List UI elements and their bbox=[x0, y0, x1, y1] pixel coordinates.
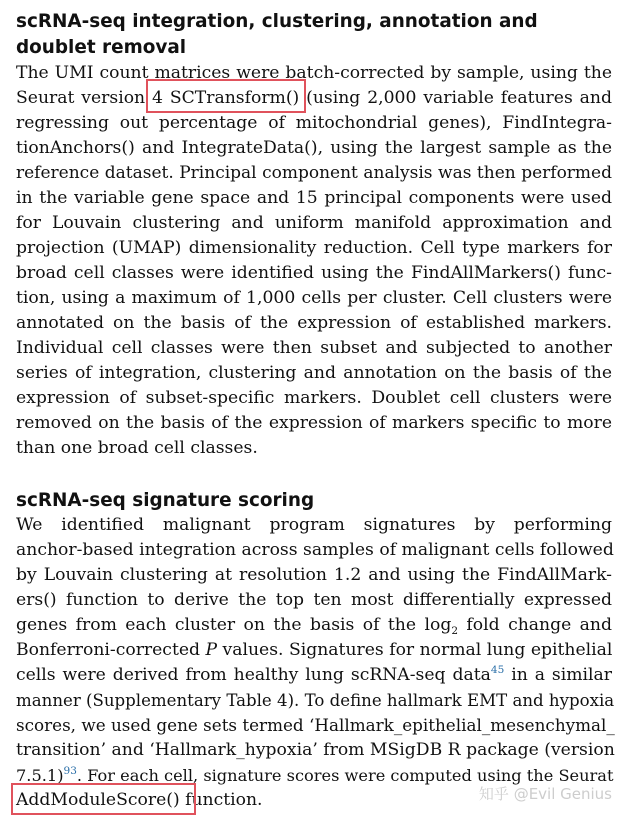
section1-line-2: Seurat version 4 SCTransform() (using 2,000 variable features and bbox=[16, 88, 612, 108]
section1-line-6: in the variable gene space and 15 principal components were used bbox=[16, 188, 612, 208]
line6-text-b: values. Signatures for normal lung epithelial bbox=[217, 640, 613, 660]
section2-line-5 bbox=[16, 613, 612, 638]
section1-heading-line1: scRNA-seq integration, clustering, annotation and bbox=[16, 11, 538, 32]
log-subscript: 2 bbox=[451, 625, 459, 637]
p-italic: P bbox=[205, 640, 218, 660]
section2-line-9: scores, we used gene sets termed ‘Hallmark_epithelial_mesenchymal_ bbox=[16, 715, 615, 735]
section1-line-8: projection (UMAP) dimensionality reduction. Cell type markers for bbox=[16, 238, 612, 258]
section2-line-10: transition’ and ‘Hallmark_hypoxia’ from MSigDB R package (version bbox=[16, 740, 615, 760]
section1-line-15: removed on the basis of the expression of markers specific to more bbox=[16, 413, 612, 433]
section2-line-3: by Louvain clustering at resolution 1.2 and using the FindAllMark- bbox=[16, 565, 612, 585]
section2-line-2: anchor-based integration across samples of malignant cells followed bbox=[16, 540, 614, 560]
line6-text-a: Bonferroni-corrected bbox=[16, 640, 206, 660]
section1-line-7: for Louvain clustering and uniform manifold approximation and bbox=[16, 213, 612, 233]
highlight-box-addmodulescore bbox=[11, 783, 196, 815]
section2-line-8: manner (Supplementary Table 4). To define hallmark EMT and hypoxia bbox=[16, 691, 615, 710]
section1-line-12: Individual cell classes were then subset and subjected to another bbox=[16, 338, 612, 358]
section2-heading: scRNA-seq signature scoring bbox=[16, 490, 315, 511]
section1-line-5: reference dataset. Principal component analysis was then performed bbox=[16, 163, 612, 183]
line5-text-a: genes from each cluster on the basis of the log bbox=[16, 615, 452, 635]
line11-text-b: . For each cell, signature scores were computed using the Seurat bbox=[76, 766, 614, 785]
section2-line-1: We identified malignant program signatures by performing bbox=[16, 515, 612, 535]
section1-line-9: broad cell classes were identified using the FindAllMarkers() func- bbox=[16, 263, 612, 283]
citation-link-93[interactable]: 93 bbox=[63, 765, 77, 777]
section1-line-11: annotated on the basis of the expression of established markers. bbox=[16, 313, 612, 333]
section1-line-1: The UMI count matrices were batch-corrected by sample, using the bbox=[16, 63, 612, 83]
section1-line-4: tionAnchors() and IntegrateData(), using the largest sample as the bbox=[16, 138, 612, 158]
line7-text-a: cells were derived from healthy lung scRNA-seq data bbox=[16, 665, 491, 685]
citation-link-45[interactable]: 45 bbox=[490, 664, 505, 676]
section1-line-14: expression of subset-specific markers. Doublet cell clusters were bbox=[16, 388, 612, 408]
section2-line-7 bbox=[16, 663, 612, 688]
line11-text-a: 7.5.1) bbox=[16, 766, 64, 785]
line5-text-b: fold change and bbox=[458, 615, 612, 635]
section2-line-6 bbox=[16, 638, 612, 663]
watermark-text: 知乎 @Evil Genius bbox=[478, 785, 612, 803]
section2-line-12: AddModuleScore() function. bbox=[16, 790, 263, 810]
section1-line-3: regressing out percentage of mitochondrial genes), FindIntegra- bbox=[16, 113, 612, 133]
section1-heading-line2: doublet removal bbox=[16, 37, 187, 58]
section1-line-16: than one broad cell classes. bbox=[16, 438, 258, 458]
section1-line-10: tion, using a maximum of 1,000 cells per cluster. Cell clusters were bbox=[16, 288, 612, 308]
line7-text-b: in a similar bbox=[504, 665, 612, 685]
highlight-box-sctransform bbox=[146, 79, 306, 113]
section2-line-4: ers() function to derive the top ten most differentially expressed bbox=[16, 590, 612, 610]
section1-line-13: series of integration, clustering and annotation on the basis of the bbox=[16, 363, 612, 383]
